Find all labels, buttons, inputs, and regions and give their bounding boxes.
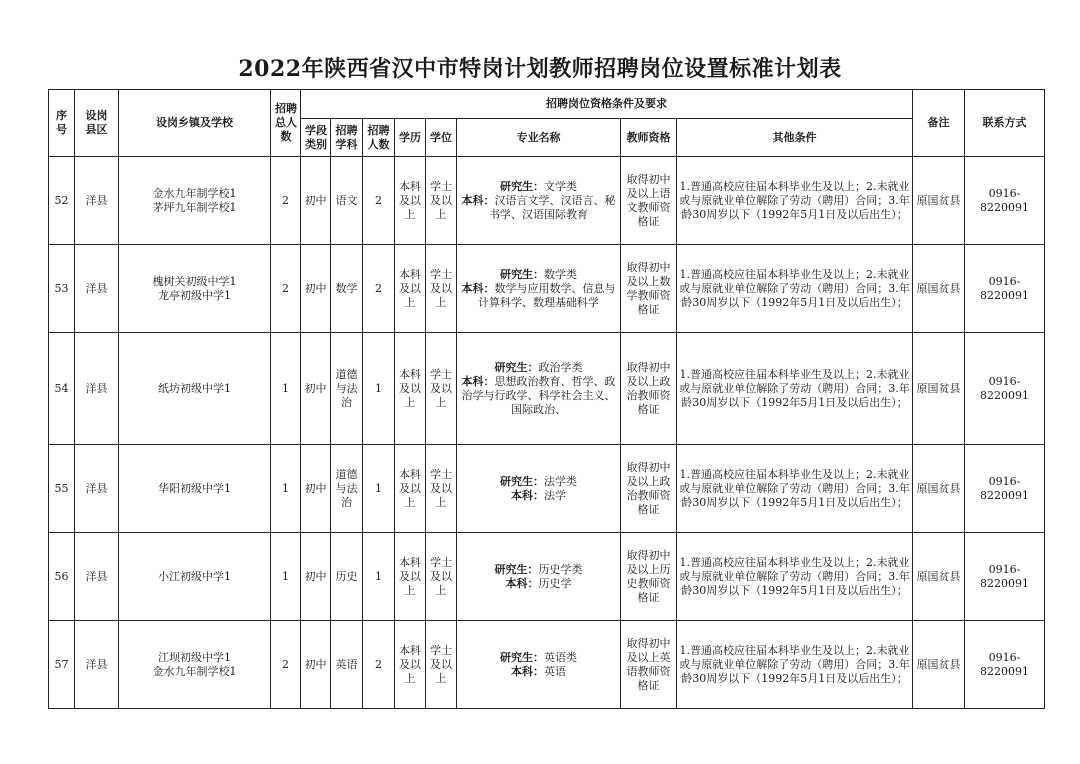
cell-contact: 0916-8220091 xyxy=(965,333,1045,445)
header-other: 其他条件 xyxy=(677,119,913,157)
cell-degree: 学士及以上 xyxy=(426,621,457,709)
table-row xyxy=(49,333,1045,445)
cell-county: 洋县 xyxy=(75,621,119,709)
cell-total: 2 xyxy=(271,245,301,333)
page-title: 2022年陕西省汉中市特岗计划教师招聘岗位设置标准计划表 xyxy=(238,56,842,82)
table-row xyxy=(49,621,1045,709)
cell-other: 1.普通高校应往届本科毕业生及以上；2.未就业或与原就业单位解除了劳动（聘用）合同；3.年龄30周岁以下（1992年5月1日及以后出生）； xyxy=(677,533,913,621)
cell-seq: 52 xyxy=(49,157,75,245)
cell-degree: 学士及以上 xyxy=(426,333,457,445)
header-requirements: 招聘岗位资格条件及要求 xyxy=(301,90,913,119)
cell-cert: 取得初中及以上政治教师资格证 xyxy=(621,445,677,533)
cell-county: 洋县 xyxy=(75,445,119,533)
cell-contact: 0916-8220091 xyxy=(965,245,1045,333)
cell-school: 华阳初级中学1 xyxy=(119,445,271,533)
cell-subject: 英语 xyxy=(331,621,363,709)
cell-major: 研究生：英语类 本科：英语 xyxy=(457,621,621,709)
header-degree: 学位 xyxy=(426,119,457,157)
table-body xyxy=(49,157,1045,709)
cell-education: 本科及以上 xyxy=(395,157,426,245)
cell-county: 洋县 xyxy=(75,533,119,621)
cell-total: 2 xyxy=(271,621,301,709)
cell-education: 本科及以上 xyxy=(395,245,426,333)
cell-total: 1 xyxy=(271,445,301,533)
cell-seq: 57 xyxy=(49,621,75,709)
cell-cert: 取得初中及以上历史教师资格证 xyxy=(621,533,677,621)
cell-stage: 初中 xyxy=(301,157,331,245)
cell-school: 金水九年制学校1 茅坪九年制学校1 xyxy=(119,157,271,245)
header-education: 学历 xyxy=(395,119,426,157)
cell-count: 1 xyxy=(363,333,395,445)
cell-subject: 语文 xyxy=(331,157,363,245)
cell-seq: 55 xyxy=(49,445,75,533)
cell-subject: 数学 xyxy=(331,245,363,333)
cell-degree: 学士及以上 xyxy=(426,533,457,621)
cell-contact: 0916-8220091 xyxy=(965,533,1045,621)
cell-other: 1.普通高校应往届本科毕业生及以上；2.未就业或与原就业单位解除了劳动（聘用）合同；3.年龄30周岁以下（1992年5月1日及以后出生）； xyxy=(677,621,913,709)
header-school: 设岗乡镇及学校 xyxy=(119,90,271,157)
cell-count: 2 xyxy=(363,621,395,709)
cell-county: 洋县 xyxy=(75,333,119,445)
cell-stage: 初中 xyxy=(301,333,331,445)
cell-stage: 初中 xyxy=(301,533,331,621)
table-row xyxy=(49,157,1045,245)
cell-degree: 学士及以上 xyxy=(426,157,457,245)
cell-seq: 56 xyxy=(49,533,75,621)
cell-contact: 0916-8220091 xyxy=(965,621,1045,709)
cell-subject: 道德与法治 xyxy=(331,445,363,533)
cell-remark: 原国贫县 xyxy=(913,533,965,621)
cell-stage: 初中 xyxy=(301,245,331,333)
cell-stage: 初中 xyxy=(301,621,331,709)
header-total: 招聘总人数 xyxy=(271,90,301,157)
cell-seq: 54 xyxy=(49,333,75,445)
cell-remark: 原国贫县 xyxy=(913,157,965,245)
cell-total: 1 xyxy=(271,333,301,445)
table-row xyxy=(49,445,1045,533)
cell-cert: 取得初中及以上英语教师资格证 xyxy=(621,621,677,709)
cell-degree: 学士及以上 xyxy=(426,245,457,333)
recruitment-table xyxy=(48,89,1045,709)
cell-education: 本科及以上 xyxy=(395,333,426,445)
cell-school: 小江初级中学1 xyxy=(119,533,271,621)
cell-remark: 原国贫县 xyxy=(913,445,965,533)
cell-total: 2 xyxy=(271,157,301,245)
cell-school: 槐树关初级中学1 龙亭初级中学1 xyxy=(119,245,271,333)
cell-count: 1 xyxy=(363,533,395,621)
header-major: 专业名称 xyxy=(457,119,621,157)
header-county: 设岗县区 xyxy=(75,90,119,157)
header-contact: 联系方式 xyxy=(965,90,1045,157)
header-count: 招聘人数 xyxy=(363,119,395,157)
header-cert: 教师资格 xyxy=(621,119,677,157)
cell-degree: 学士及以上 xyxy=(426,445,457,533)
cell-contact: 0916-8220091 xyxy=(965,445,1045,533)
cell-cert: 取得初中及以上政治教师资格证 xyxy=(621,333,677,445)
cell-major: 研究生：法学类 本科：法学 xyxy=(457,445,621,533)
cell-seq: 53 xyxy=(49,245,75,333)
cell-education: 本科及以上 xyxy=(395,621,426,709)
header-stage: 学段类别 xyxy=(301,119,331,157)
table-row xyxy=(49,245,1045,333)
cell-cert: 取得初中及以上语文教师资格证 xyxy=(621,157,677,245)
cell-count: 2 xyxy=(363,157,395,245)
cell-subject: 历史 xyxy=(331,533,363,621)
cell-other: 1.普通高校应往届本科毕业生及以上；2.未就业或与原就业单位解除了劳动（聘用）合同；3.年龄30周岁以下（1992年5月1日及以后出生）； xyxy=(677,157,913,245)
cell-major: 研究生：政治学类 本科：思想政治教育、哲学、政治学与行政学、科学社会主义、国际政治、 xyxy=(457,333,621,445)
header-seq: 序号 xyxy=(49,90,75,157)
header-remark: 备注 xyxy=(913,90,965,157)
cell-school: 江坝初级中学1 金水九年制学校1 xyxy=(119,621,271,709)
cell-count: 1 xyxy=(363,445,395,533)
cell-contact: 0916-8220091 xyxy=(965,157,1045,245)
cell-county: 洋县 xyxy=(75,157,119,245)
cell-school: 纸坊初级中学1 xyxy=(119,333,271,445)
header-subject: 招聘学科 xyxy=(331,119,363,157)
cell-other: 1.普通高校应往届本科毕业生及以上；2.未就业或与原就业单位解除了劳动（聘用）合同；3.年龄30周岁以下（1992年5月1日及以后出生）； xyxy=(677,333,913,445)
cell-remark: 原国贫县 xyxy=(913,333,965,445)
cell-remark: 原国贫县 xyxy=(913,621,965,709)
cell-count: 2 xyxy=(363,245,395,333)
cell-stage: 初中 xyxy=(301,445,331,533)
cell-total: 1 xyxy=(271,533,301,621)
cell-education: 本科及以上 xyxy=(395,445,426,533)
cell-major: 研究生：数学类 本科：数学与应用数学、信息与计算科学、数理基础科学 xyxy=(457,245,621,333)
cell-other: 1.普通高校应往届本科毕业生及以上；2.未就业或与原就业单位解除了劳动（聘用）合同；3.年龄30周岁以下（1992年5月1日及以后出生）； xyxy=(677,245,913,333)
cell-cert: 取得初中及以上数学教师资格证 xyxy=(621,245,677,333)
cell-other: 1.普通高校应往届本科毕业生及以上；2.未就业或与原就业单位解除了劳动（聘用）合同；3.年龄30周岁以下（1992年5月1日及以后出生）； xyxy=(677,445,913,533)
cell-county: 洋县 xyxy=(75,245,119,333)
cell-education: 本科及以上 xyxy=(395,533,426,621)
cell-subject: 道德与法治 xyxy=(331,333,363,445)
cell-major: 研究生：文学类 本科：汉语言文学、汉语言、秘书学、汉语国际教育 xyxy=(457,157,621,245)
cell-major: 研究生：历史学类 本科：历史学 xyxy=(457,533,621,621)
cell-remark: 原国贫县 xyxy=(913,245,965,333)
table-row xyxy=(49,533,1045,621)
